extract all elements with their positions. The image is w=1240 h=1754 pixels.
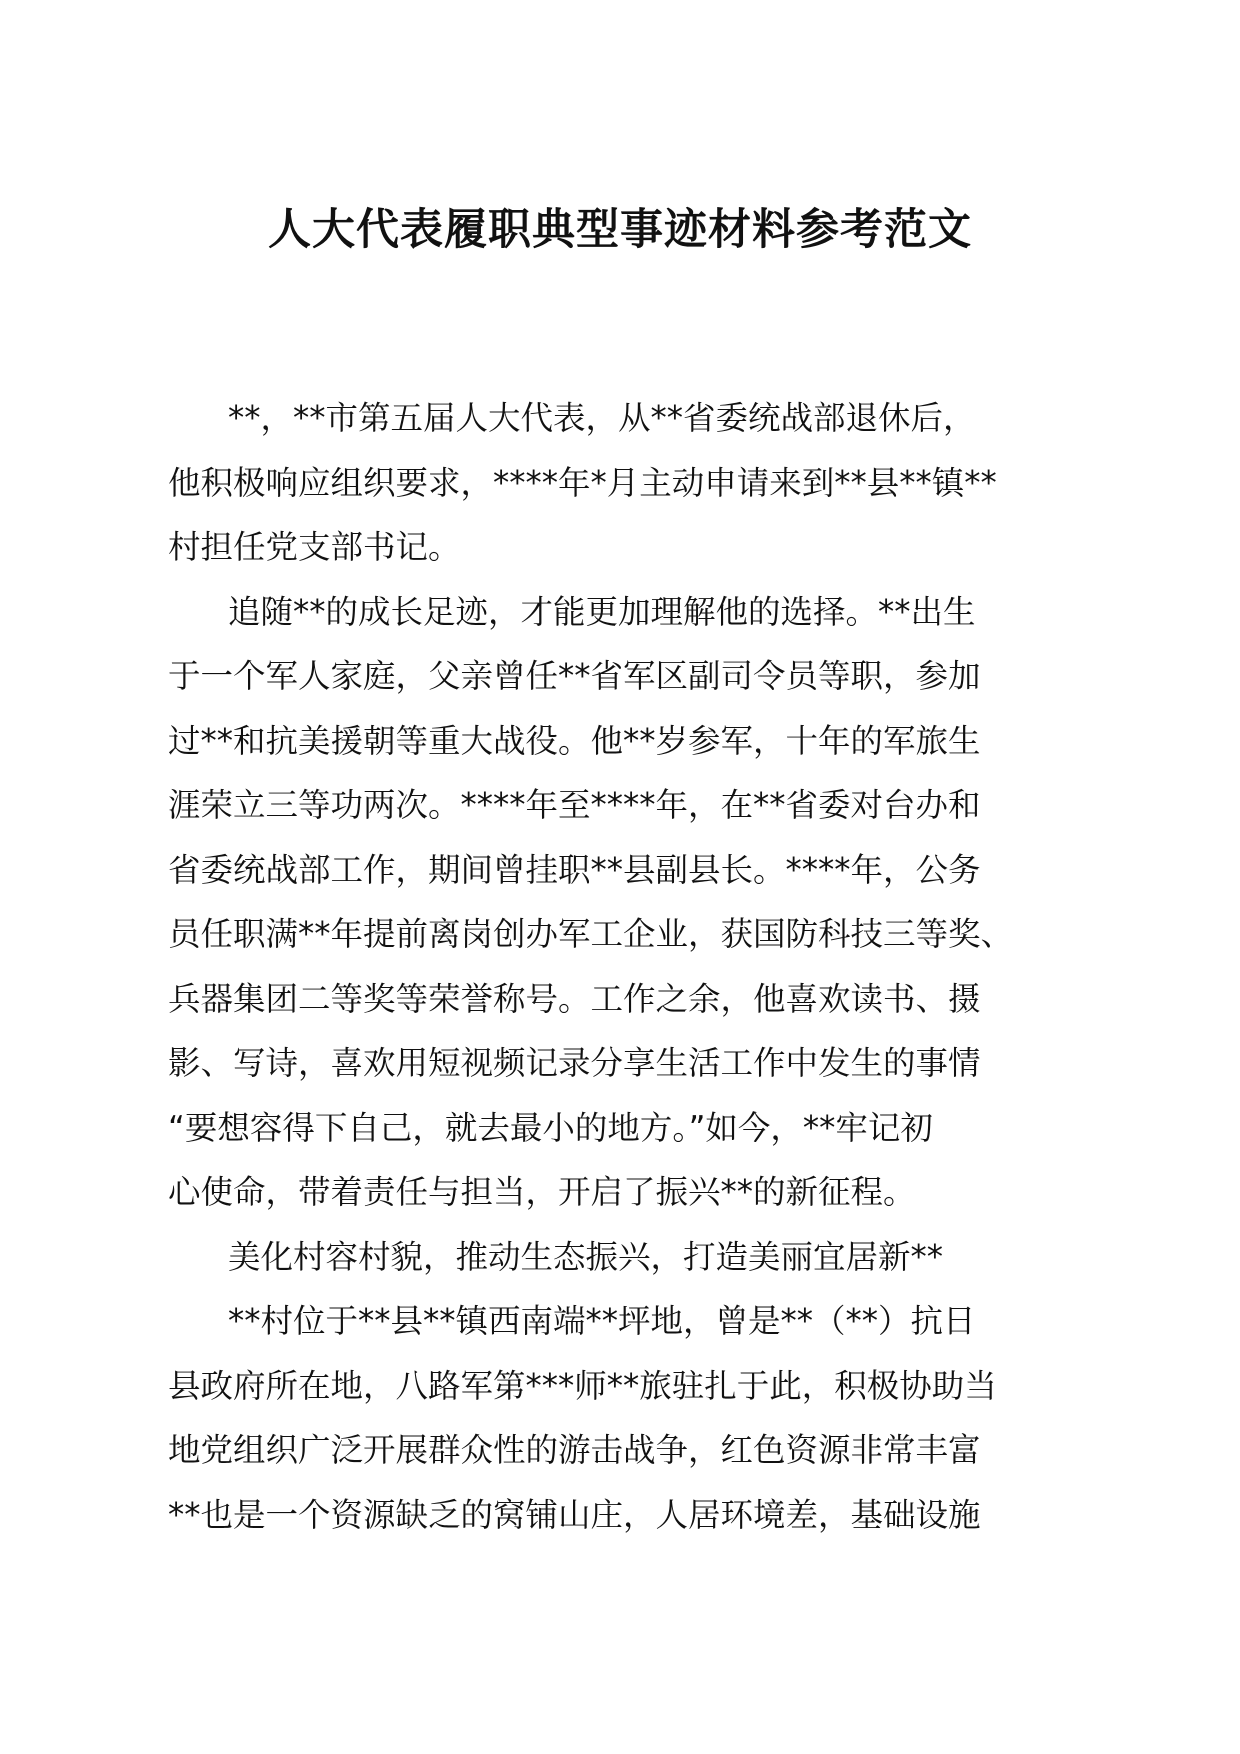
text-line: 他积极响应组织要求，****年*月主动申请来到**县**镇**: [168, 463, 997, 502]
text-line: **也是一个资源缺乏的窝铺山庄，人居环境差，基础设施: [168, 1495, 981, 1534]
text-line: 村担任党支部书记。: [168, 528, 461, 566]
text-line: **村位于**县**镇西南端**坪地，曾是**（**）抗日: [228, 1302, 976, 1340]
text-line: 心使命，带着责任与担当，开启了振兴**的新征程。: [168, 1173, 916, 1211]
text-line: 追随**的成长足迹，才能更加理解他的选择。**出生: [228, 592, 976, 631]
text-line: 涯荣立三等功两次。****年至****年，在**省委对台办和: [168, 786, 981, 824]
text-line: 于一个军人家庭，父亲曾任**省军区副司令员等职，参加: [168, 657, 981, 695]
text-line: 兵器集团二等奖等荣誉称号。工作之余，他喜欢读书、摄: [168, 979, 981, 1018]
text-line: **，**市第五届人大代表，从**省委统战部退休后，: [228, 399, 976, 437]
text-line: 地党组织广泛开展群众性的游击战争，红色资源非常丰富: [168, 1431, 981, 1469]
text-line: “要想容得下自己，就去最小的地方。”如今，**牢记初: [168, 1108, 933, 1147]
text-line: 美化村容村貌，推动生态振兴，打造美丽宜居新**: [228, 1237, 944, 1276]
text-line: 过**和抗美援朝等重大战役。他**岁参军，十年的军旅生: [168, 721, 981, 760]
text-line: 县政府所在地，八路军第***师**旅驻扎于此，积极协助当: [168, 1366, 997, 1405]
text-line: 影、写诗，喜欢用短视频记录分享生活工作中发生的事情: [168, 1044, 981, 1082]
document-title: 人大代表履职典型事迹材料参考范文: [268, 205, 972, 255]
text-line: 员任职满**年提前离岗创办军工企业，获国防科技三等奖、: [168, 915, 1014, 953]
text-line: 省委统战部工作，期间曾挂职**县副县长。****年，公务: [168, 850, 981, 889]
